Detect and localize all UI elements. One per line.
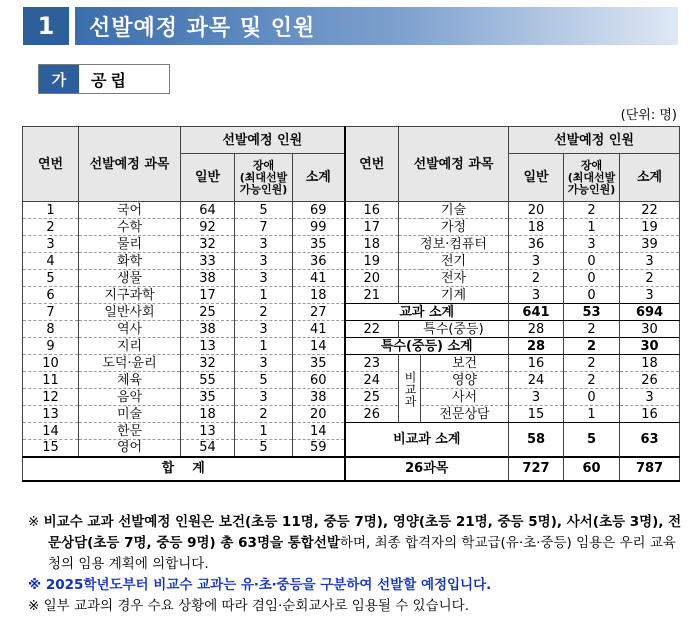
- table-row: 10 도덕‧윤리 32 3 35 23 비교과 보건 16 2 18: [23, 355, 680, 372]
- col-general: 일반: [181, 154, 235, 202]
- subsection-letter: 가: [39, 65, 79, 93]
- table-row: 15 영어 54 5 59: [23, 440, 680, 457]
- note-1: ※ 비교수 교과 선발예정 인원은 보건(초등 11명, 중등 7명), 영양(초등 21명, 중등 5명), 사서(초등 3명), 전문상담(초등 7명, 중등 9명) 총 63명을 통합선발하며, 최종 합격자의 학교급(유‧초‧중등) 임용은 우리 교육청의 임용 계획에 의합니다.: [28, 514, 682, 572]
- col-group: 선발예정 인원: [181, 127, 345, 154]
- table-row: 6 지구과학 17 1 18 21 기계 3 0 3: [23, 287, 680, 304]
- col-disabled-right: 장애 (최대선발 가능인원): [564, 154, 620, 202]
- subject-total-label: 교과 소계: [345, 304, 509, 321]
- col-general-right: 일반: [509, 154, 564, 202]
- table-row: 14 한문 13 1 14 비교과 소계 58 5 63: [23, 423, 680, 440]
- note-3: ※ 일부 교과의 경우 수요 상황에 따라 겸임‧순회교사로 임용될 수 있습니다.: [28, 598, 469, 614]
- section-number: 1: [23, 7, 69, 45]
- table-row: 7 일반사회 25 2 27 교과 소계 641 53 694: [23, 304, 680, 321]
- table-row: 5 생물 38 3 41 20 전자 2 0 2: [23, 270, 680, 287]
- table-row: 12 음악 35 3 38 25 사서 3 0 3: [23, 389, 680, 406]
- col-subject: 선발예정 과목: [79, 127, 181, 202]
- note-2: ※ 2025학년도부터 비교수 교과는 유‧초‧중등을 구분하여 선발할 예정입니다.: [28, 577, 492, 593]
- grand-total-subjects: 26과목: [345, 457, 509, 481]
- notes: [28, 512, 683, 617]
- section-header: [23, 7, 678, 45]
- col-subject-right: 선발예정 과목: [399, 127, 509, 202]
- non-subject-group: 비교과: [399, 355, 421, 423]
- special-total-label: 특수(중등) 소계: [345, 338, 509, 355]
- subsection-header: [38, 64, 170, 94]
- subsection-label: 공립: [91, 70, 130, 90]
- table-row: 8 역사 38 3 41 22 특수(중등) 28 2 30: [23, 321, 680, 338]
- table-row: 9 지리 13 1 14 특수(중등) 소계 28 2 30: [23, 338, 680, 355]
- recruitment-table: [22, 126, 680, 482]
- col-subtotal-right: 소계: [620, 154, 680, 202]
- col-group-right: 선발예정 인원: [509, 127, 680, 154]
- section-title: 선발예정 과목 및 인원: [75, 7, 678, 45]
- col-seq: 연번: [23, 127, 79, 202]
- table-row: 13 미술 18 2 20 26 전문상담 15 1 16: [23, 406, 680, 423]
- table-row: 1 국어 64 5 69 16 기술 20 2 22: [23, 202, 680, 219]
- table-row: 2 수학 92 7 99 17 가정 18 1 19: [23, 219, 680, 236]
- unit-label: (단위: 명): [620, 108, 677, 123]
- col-seq-right: 연번: [345, 127, 399, 202]
- grand-total-row: 합 계 26과목 727 60 787: [23, 457, 680, 481]
- col-subtotal: 소계: [293, 154, 345, 202]
- non-subject-total-label: 비교과 소계: [345, 423, 509, 457]
- col-disabled: 장애 (최대선발 가능인원): [235, 154, 293, 202]
- grand-total-label: 합 계: [23, 457, 345, 481]
- table-row: 11 체육 55 5 60 24 영양 24 2 26: [23, 372, 680, 389]
- table-row: 3 물리 32 3 35 18 정보‧컴퓨터 36 3 39: [23, 236, 680, 253]
- table-row: 4 화학 33 3 36 19 전기 3 0 3: [23, 253, 680, 270]
